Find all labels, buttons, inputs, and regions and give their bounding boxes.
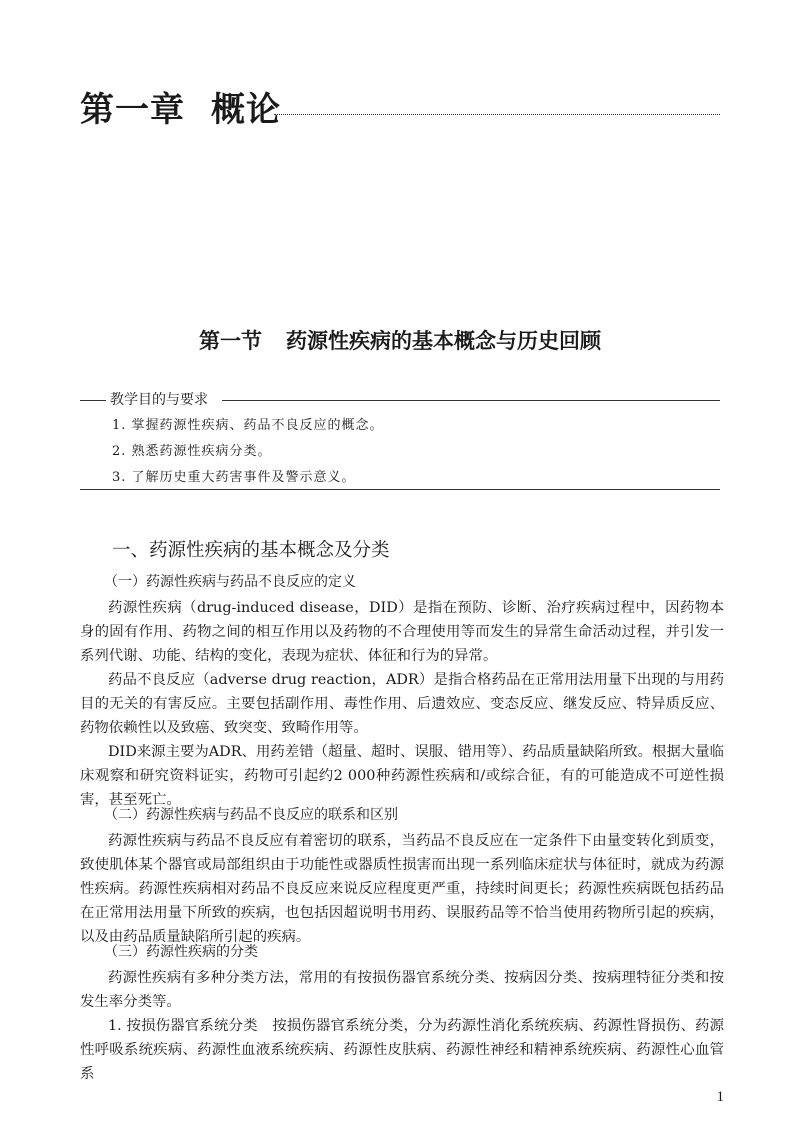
subsection-heading-2: （二）药源性疾病与药品不良反应的联系和区别 xyxy=(104,807,398,823)
objectives-bottom-rule xyxy=(80,489,720,490)
objectives-lead-rule xyxy=(80,400,106,401)
paragraph: 药品不良反应（adverse drug reaction，ADR）是指合格药品在正常用法用量下出现的与用药目的无关的有害反应。主要包括副作用、毒性作用、后遗效应、变态反应、继发反应、特异质反应、药物依赖性以及致癌、致突变、致畸作用等。 xyxy=(80,672,724,736)
chapter-title xyxy=(80,88,281,132)
objectives-list xyxy=(112,413,384,491)
section-name: 药源性疾病的基本概念与历史回顾 xyxy=(286,329,601,353)
chapter-number: 第一章 xyxy=(80,90,185,130)
paragraph: DID来源主要为ADR、用药差错（超量、超时、误服、错用等）、药品质量缺陷所致。根据大量临床观察和研究资料证实，药物可引起约2 000种药源性疾病和/或综合征，有的可能造成不可逆性损害，甚至死亡。 xyxy=(80,744,724,808)
page-number: 1 xyxy=(716,1089,724,1105)
paragraph: 药源性疾病有多种分类方法，常用的有按损伤器官系统分类、按病因分类、按病理特征分类和按发生率分类等。 xyxy=(80,970,724,1010)
paragraph: 药源性疾病与药品不良反应有着密切的联系，当药品不良反应在一定条件下由量变转化到质变，致使肌体某个器官或局部组织由于功能性或器质性损害而出现一系列临床症状与体征时，就成为药源性疾病。药源性疾病相对药品不良反应来说反应程度更严重，持续时间更长；药源性疾病既包括药品在正常用法用量下所致的疾病，也包括因超说明书用药、误服药品等不恰当使用药物所引起的疾病，以及由药品质量缺陷所引起的疾病。 xyxy=(80,833,724,945)
paragraph: 药源性疾病（drug-induced disease，DID）是指在预防、诊断、治疗疾病过程中，因药物本身的固有作用、药物之间的相互作用以及药物的不合理使用等而发生的异常生命活动过程，并引发一系列代谢、功能、结构的变化，表现为症状、体征和行为的异常。 xyxy=(80,600,724,664)
section-title xyxy=(0,326,800,356)
subsection-heading-3: （三）药源性疾病的分类 xyxy=(104,944,258,960)
chapter-name: 概论 xyxy=(211,90,281,130)
objective-item: 2. 熟悉药源性疾病分类。 xyxy=(112,444,272,459)
objective-item: 3. 了解历史重大药害事件及警示意义。 xyxy=(112,470,356,485)
objectives-top-rule xyxy=(222,400,720,401)
objectives-heading: 教学目的与要求 xyxy=(110,392,208,408)
part-heading: 一、药源性疾病的基本概念及分类 xyxy=(112,540,390,561)
paragraph: 1. 按损伤器官系统分类 按损伤器官系统分类，分为药源性消化系统疾病、药源性肾损伤、药源性呼吸系统疾病、药源性血液系统疾病、药源性皮肤病、药源性神经和精神系统疾病、药源性心血管系 xyxy=(80,1018,724,1082)
section-number: 第一节 xyxy=(199,329,262,353)
subsection-heading-1: （一）药源性疾病与药品不良反应的定义 xyxy=(104,574,356,590)
chapter-dotted-rule xyxy=(274,114,720,115)
objective-item: 1. 掌握药源性疾病、药品不良反应的概念。 xyxy=(112,418,384,433)
